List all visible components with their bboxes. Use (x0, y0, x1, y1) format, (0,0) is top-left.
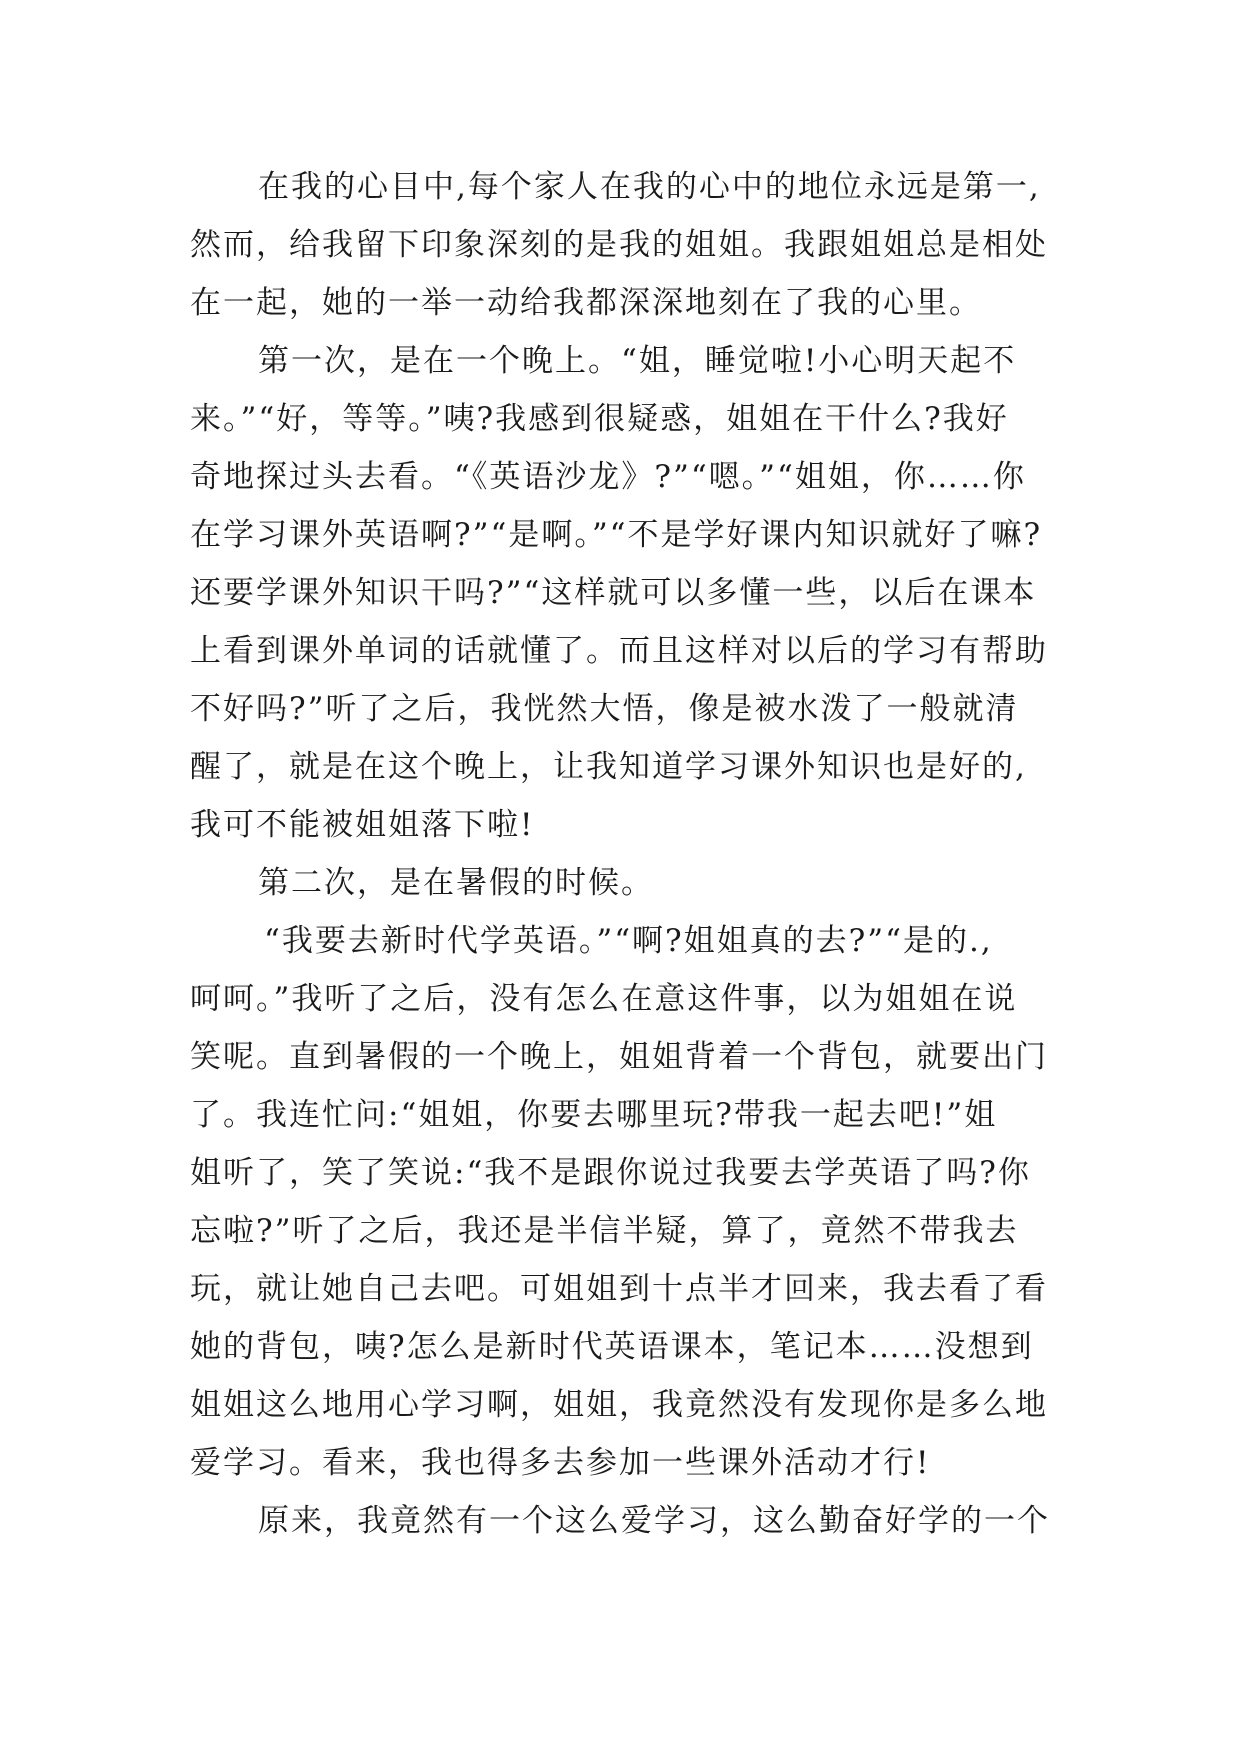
text-line-19: 忘啦?”听了之后，我还是半信半疑，算了，竟然不带我去 (190, 1213, 1019, 1249)
text-line-6: 奇地探过头去看。“《英语沙龙》?”“嗯。”“姐姐，你……你 (190, 459, 1026, 495)
text-line-3: 在一起，她的一举一动给我都深深地刻在了我的心里。 (190, 285, 982, 321)
text-line-20: 玩，就让她自己去吧。可姐姐到十点半才回来，我去看了看 (190, 1271, 1048, 1307)
text-line-1: 在我的心目中,每个家人在我的心中的地位永远是第一, (258, 169, 1041, 205)
text-line-5: 来。”“好，等等。”咦?我感到很疑惑，姐姐在干什么?我好 (190, 401, 1009, 437)
text-line-2: 然而，给我留下印象深刻的是我的姐姐。我跟姐姐总是相处 (190, 227, 1048, 263)
text-line-24: 原来，我竟然有一个这么爱学习，这么勤奋好学的一个 (258, 1503, 1050, 1539)
text-line-4: 第一次，是在一个晚上。“姐，睡觉啦!小心明天起不 (258, 343, 1017, 379)
essay-text (190, 158, 1070, 1550)
text-line-10: 不好吗?”听了之后，我恍然大悟，像是被水泼了一般就清 (190, 691, 1019, 727)
text-line-14: “我要去新时代学英语。”“啊?姐姐真的去?”“是的., (264, 923, 993, 959)
text-line-11: 醒了，就是在这个晚上，让我知道学习课外知识也是好的, (190, 749, 1027, 785)
text-line-9: 上看到课外单词的话就懂了。而且这样对以后的学习有帮助 (190, 633, 1048, 669)
text-line-21: 她的背包，咦?怎么是新时代英语课本，笔记本……没想到 (190, 1329, 1034, 1365)
text-line-16: 笑呢。直到暑假的一个晚上，姐姐背着一个背包，就要出门 (190, 1039, 1048, 1075)
text-line-22: 姐姐这么地用心学习啊，姐姐，我竟然没有发现你是多么地 (190, 1387, 1048, 1423)
text-line-23: 爱学习。看来，我也得多去参加一些课外活动才行! (190, 1445, 931, 1481)
text-line-17: 了。我连忙问:“姐姐，你要去哪里玩?带我一起去吧!”姐 (190, 1097, 998, 1133)
text-line-12: 我可不能被姐姐落下啦! (190, 807, 535, 843)
text-line-7: 在学习课外英语啊?”“是啊。”“不是学好课内知识就好了嘛? (190, 517, 1043, 553)
text-line-8: 还要学课外知识干吗?”“这样就可以多懂一些，以后在课本 (190, 575, 1037, 611)
text-line-13: 第二次，是在暑假的时候。 (258, 865, 654, 901)
text-line-18: 姐听了，笑了笑说:“我不是跟你说过我要去学英语了吗?你 (190, 1155, 1031, 1191)
text-line-15: 呵呵。”我听了之后，没有怎么在意这件事，以为姐姐在说 (190, 981, 1018, 1017)
